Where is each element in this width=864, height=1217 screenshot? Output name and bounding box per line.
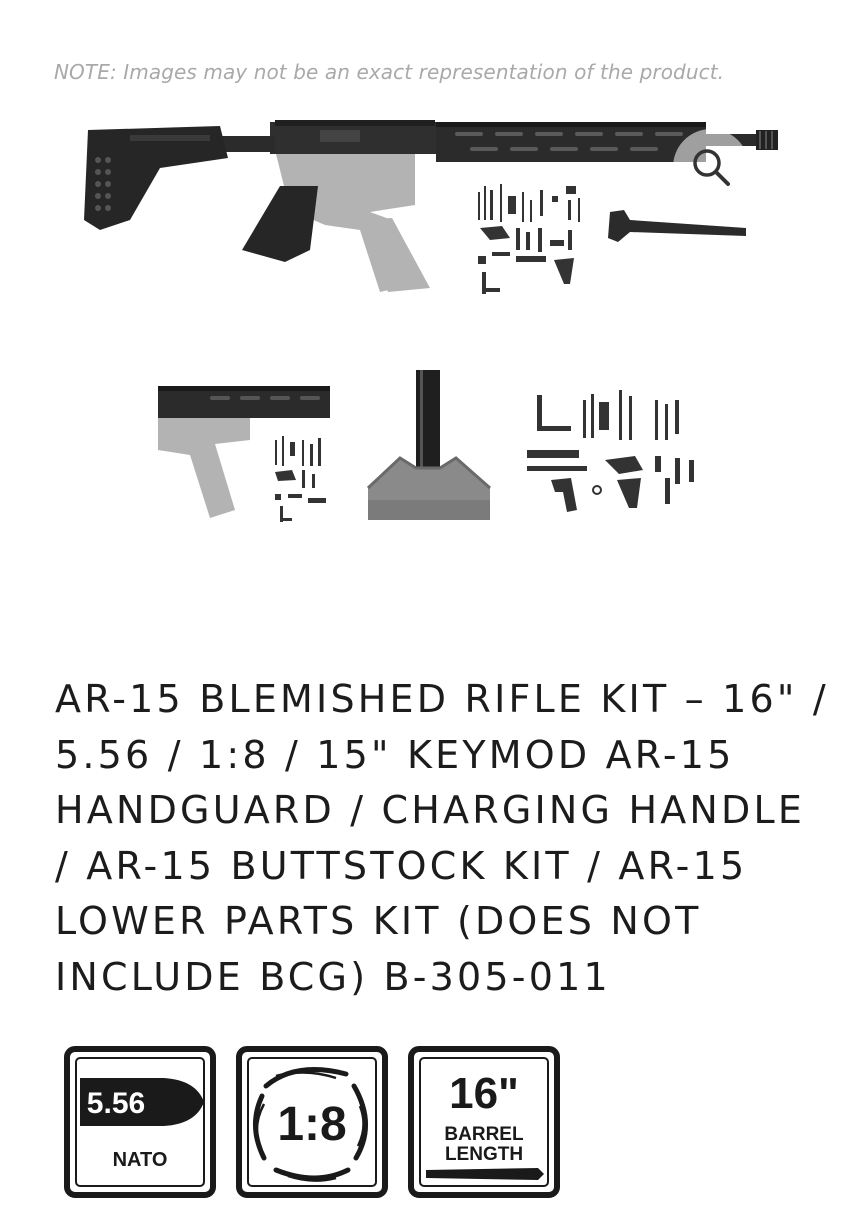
barrel-value: 16": [449, 1069, 519, 1118]
caliber-badge: [64, 1046, 216, 1198]
thumbnail-charging-handle[interactable]: [350, 360, 530, 530]
barrel-label-line2: LENGTH: [444, 1144, 524, 1165]
barrel-length-badge: [408, 1046, 560, 1198]
caliber-value: 5.56: [86, 1087, 146, 1120]
zoom-button[interactable]: [672, 128, 750, 206]
product-title: AR-15 BLEMISHED RIFLE KIT – 16" / 5.56 / 1:8 / 15" KEYMOD AR-15 HANDGUARD / CHARGING HANDLE / AR-15 BUTTSTOCK KIT / AR-15 LOWER PARTS KIT (DOES NOT INCLUDE BCG) B-305-011: [55, 677, 829, 999]
thumbnail-upper-receiver[interactable]: [150, 360, 330, 530]
caliber-label: NATO: [112, 1149, 168, 1171]
twist-rate-badge: [236, 1046, 388, 1198]
thumbnail-lower-parts-kit[interactable]: [525, 360, 705, 530]
twist-value: 1:8: [277, 1098, 347, 1151]
barrel-label-line1: BARREL: [444, 1124, 524, 1145]
disclaimer-note: NOTE: Images may not be an exact representation of the product.: [54, 60, 725, 84]
thumbnail-strip: [150, 360, 710, 530]
magnifier-icon: [672, 128, 750, 206]
